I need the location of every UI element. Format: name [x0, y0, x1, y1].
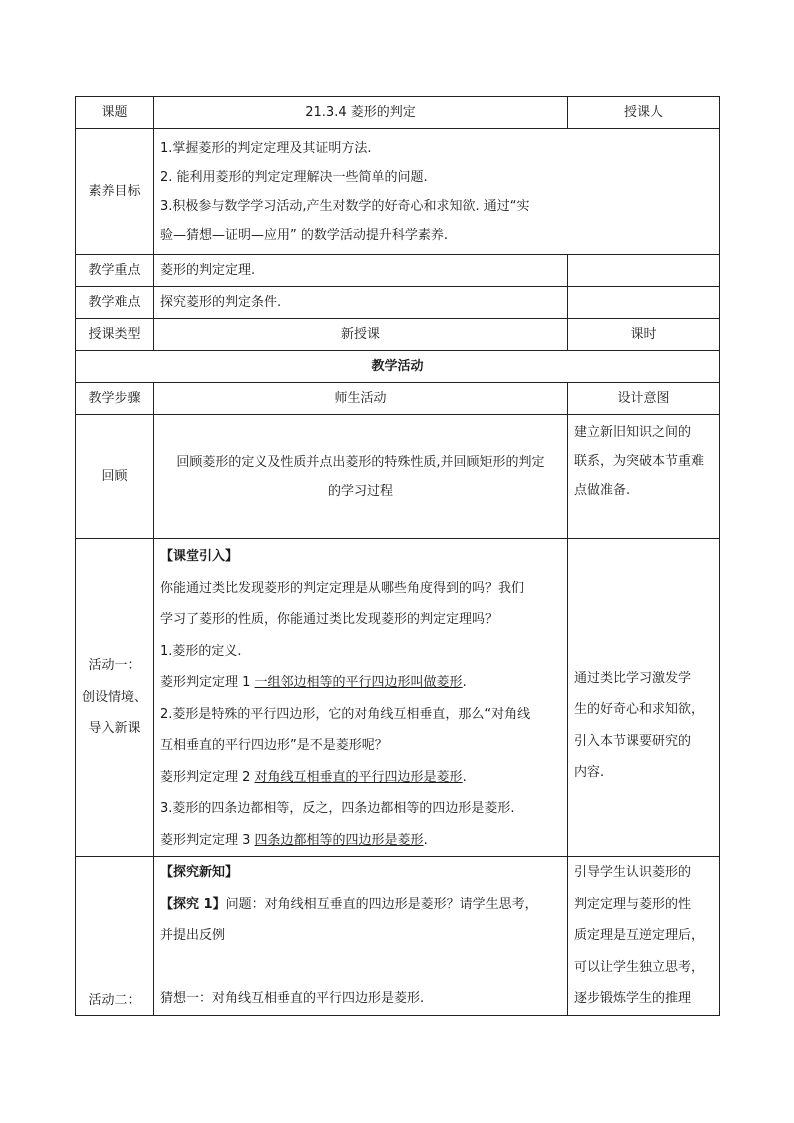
difficulty-empty [568, 287, 720, 319]
lesson-type-value: 新授课 [154, 319, 568, 351]
review-intent [568, 415, 720, 539]
activity1-theorem2-line: 菱形判定定理 2 对角线互相垂直的平行四边形是菱形. [160, 769, 467, 785]
goals-content [154, 129, 720, 255]
activity2-content [154, 857, 568, 1016]
review-line: 回顾菱形的定义及性质并点出菱形的特殊性质,并回顾矩形的判定 [176, 454, 545, 470]
review-intent-line: 建立新旧知识之间的 [574, 425, 692, 440]
topic-label: 课题 [76, 97, 154, 129]
goal-line: 验—猜想—证明—应用” 的数学活动提升科学素养. [160, 227, 448, 243]
activity2-intent-line: 质定理是互逆定理后， [574, 928, 705, 943]
activity2-heading: 【探究新知】 [160, 865, 239, 880]
activity2-intent-line: 引导学生认识菱形的 [574, 865, 692, 880]
activity1-intent-line: 内容. [574, 765, 605, 780]
review-intent-line: 点做准备. [574, 483, 631, 498]
review-line: 的学习过程 [327, 483, 393, 499]
activity2-intent-line: 可以让学生独立思考， [574, 959, 705, 975]
theorem2: 对角线互相垂直的平行四边形是菱形 [254, 769, 463, 785]
activity1-step-line: 活动一： [88, 658, 141, 674]
lesson-plan-table [75, 96, 720, 1016]
activity2-spacer [160, 952, 561, 984]
activity1-theorem3-line: 菱形判定定理 3 四条边都相等的四边形是菱形. [160, 832, 428, 848]
activity1-intent-line: 通过类比学习激发学 [574, 670, 692, 686]
goal-line: 2. 能利用菱形的判定定理解决一些简单的问题. [160, 169, 428, 185]
theorem1: 一组邻边相等的平行四边形叫做菱形 [254, 675, 463, 690]
activity1-heading: 【课堂引入】 [160, 549, 239, 564]
activity1-line: 你能通过类比发现菱形的判定定理是从哪些角度得到的吗？我们 [160, 580, 525, 596]
activity1-line: 2.菱形是特殊的平行四边形，它的对角线互相垂直，那么“对角线 [160, 706, 531, 722]
activity1-line: 学习了菱形的性质，你能通过类比发现菱形的判定定理吗？ [160, 612, 499, 627]
activity1-step [76, 539, 154, 857]
activity2-intent [568, 857, 720, 1016]
theorem3: 四条边都相等的四边形是菱形 [254, 832, 424, 848]
teacher-label: 授课人 [568, 97, 720, 129]
topic-value: 21.3.4 菱形的判定 [154, 97, 568, 129]
goal-line: 3.积极参与数学学习活动,产生对数学的好奇心和求知欲. 通过“实 [160, 198, 530, 214]
review-activity [154, 415, 568, 539]
period-label: 课时 [568, 319, 720, 351]
activities-title: 教学活动 [76, 351, 720, 383]
goals-label: 素养目标 [76, 129, 154, 255]
activity2-line: 并提出反例 [160, 928, 226, 943]
activity1-line: 1.菱形的定义. [160, 643, 242, 659]
key-point-value: 菱形的判定定理. [154, 255, 568, 287]
activity2-intent-line: 判定定理与菱形的性 [574, 896, 692, 912]
column-activity: 师生活动 [154, 383, 568, 415]
activity2-explore-line: 【探究 1】问题：对角线相互垂直的四边形是菱形？请学生思考， [160, 896, 538, 912]
lesson-type-label: 授课类型 [76, 319, 154, 351]
activity1-intent-line: 引入本节课要研究的 [574, 733, 692, 749]
activity1-content [154, 539, 568, 857]
column-intent: 设计意图 [568, 383, 720, 415]
key-point-empty [568, 255, 720, 287]
activity2-guess: 猜想一：对角线互相垂直的平行四边形是菱形. [160, 991, 425, 1006]
activity1-theorem1-line: 菱形判定定理 1 一组邻边相等的平行四边形叫做菱形. [160, 675, 467, 690]
column-step: 教学步骤 [76, 383, 154, 415]
activity1-line: 互相垂直的平行四边形”是不是菱形呢？ [160, 738, 388, 753]
activity2-intent-line: 逐步锻炼学生的推理 [574, 991, 692, 1006]
difficulty-label: 教学难点 [76, 287, 154, 319]
activity2-step: 活动二： [76, 857, 154, 1016]
activity1-step-line: 创设情境、 [82, 689, 148, 705]
activity1-intent [568, 539, 720, 857]
review-step: 回顾 [76, 415, 154, 539]
activity1-step-line: 导入新课 [88, 721, 141, 737]
key-point-label: 教学重点 [76, 255, 154, 287]
goal-line: 1.掌握菱形的判定定理及其证明方法. [160, 140, 372, 156]
activity1-line: 3.菱形的四条边都相等，反之，四条边都相等的四边形是菱形. [160, 801, 515, 816]
activity1-intent-line: 生的好奇心和求知欲， [574, 702, 705, 717]
review-intent-line: 联系，为突破本节重难 [574, 454, 705, 469]
difficulty-value: 探究菱形的判定条件. [154, 287, 568, 319]
